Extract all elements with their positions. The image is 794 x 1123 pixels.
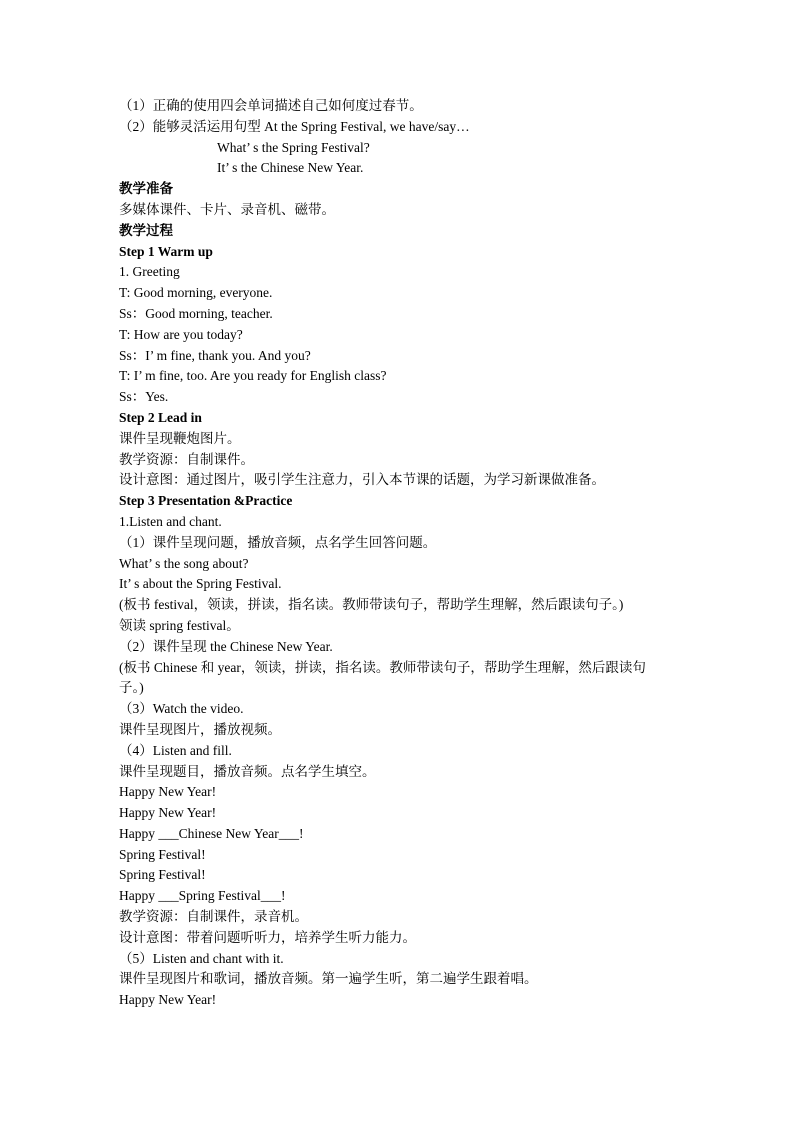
text-line: 领读 spring festival。: [119, 617, 240, 633]
text-line: 设计意图：通过图片，吸引学生注意力，引入本节课的话题，为学习新课做准备。: [119, 472, 605, 488]
section-heading: Step 3 Presentation &Practice: [119, 493, 293, 509]
text-line: 1. Greeting: [119, 264, 180, 280]
text-line: Happy ___Spring Festival___!: [119, 888, 286, 904]
section-heading: Step 2 Lead in: [119, 409, 202, 425]
text-line: Ss：Yes.: [119, 389, 169, 405]
text-line: （4）Listen and fill.: [119, 742, 232, 758]
text-line: It’ s about the Spring Festival.: [119, 576, 282, 592]
text-line: （3）Watch the video.: [119, 701, 244, 717]
text-line: 课件呈现鞭炮图片。: [119, 430, 241, 446]
text-line: What’ s the song about?: [119, 555, 249, 571]
text-line: T: How are you today?: [119, 326, 243, 342]
text-line: T: I’ m fine, too. Are you ready for English class?: [119, 368, 387, 384]
text-line: 多媒体课件、卡片、录音机、磁带。: [119, 201, 335, 217]
text-line: (板书 Chinese 和 year，领读，拼读，指名读。教师带读句子，帮助学生理解，然后跟读句: [119, 659, 646, 675]
text-line: 课件呈现题目，播放音频。点名学生填空。: [119, 763, 376, 779]
text-line: Ss：I’ m fine, thank you. And you?: [119, 347, 311, 363]
text-line: It’ s the Chinese New Year.: [217, 160, 364, 176]
text-line: （1）正确的使用四会单词描述自己如何度过春节。: [119, 98, 423, 113]
text-line: 课件呈现图片，播放视频。: [119, 721, 281, 737]
text-line: （5）Listen and chant with it.: [119, 950, 284, 966]
text-line: 教学资源：自制课件。: [119, 451, 254, 467]
text-line: 子。): [119, 680, 144, 696]
text-line: （1）课件呈现问题，播放音频，点名学生回答问题。: [119, 534, 437, 550]
text-line: （2）课件呈现 the Chinese New Year.: [119, 638, 333, 654]
text-line: Happy ___Chinese New Year___!: [119, 825, 304, 841]
text-line: What’ s the Spring Festival?: [217, 139, 370, 155]
text-line: Happy New Year!: [119, 805, 217, 821]
text-line: 设计意图：带着问题听听力，培养学生听力能力。: [119, 929, 416, 945]
section-heading: 教学过程: [119, 222, 173, 238]
text-line: 教学资源：自制课件，录音机。: [119, 909, 308, 925]
text-line: Happy New Year!: [119, 784, 217, 800]
text-line: Ss：Good morning, teacher.: [119, 305, 273, 321]
text-line: 课件呈现图片和歌词，播放音频。第一遍学生听，第二遍学生跟着唱。: [119, 971, 538, 987]
text-line: 1.Listen and chant.: [119, 513, 222, 529]
document-body: [119, 96, 689, 1011]
text-line: Spring Festival!: [119, 846, 206, 862]
section-heading: Step 1 Warm up: [119, 243, 213, 259]
text-line: (板书 festival，领读，拼读，指名读。教师带读句子，帮助学生理解，然后跟读句子。): [119, 597, 624, 613]
text-line: （2）能够灵活运用句型 At the Spring Festival, we have/say…: [119, 118, 470, 134]
text-line: T: Good morning, everyone.: [119, 285, 273, 301]
text-line: Spring Festival!: [119, 867, 206, 883]
text-line: Happy New Year!: [119, 992, 217, 1008]
section-heading: 教学准备: [119, 181, 173, 197]
